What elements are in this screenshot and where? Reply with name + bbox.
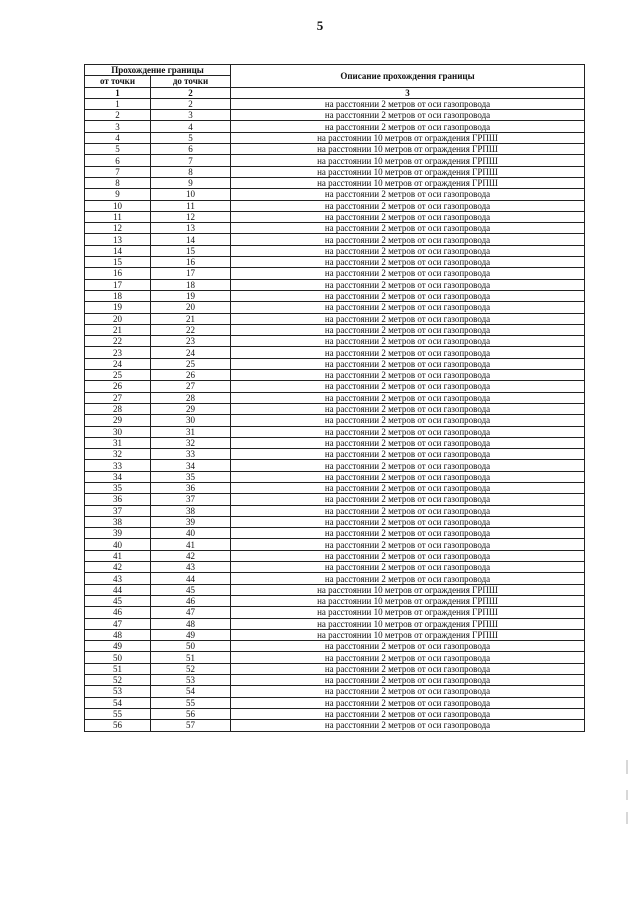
cell-from-point: 42 bbox=[85, 562, 151, 573]
table-row bbox=[85, 550, 585, 561]
cell-to-point: 35 bbox=[151, 471, 231, 482]
table-row bbox=[85, 290, 585, 301]
cell-to-point: 42 bbox=[151, 550, 231, 561]
cell-from-point: 13 bbox=[85, 234, 151, 245]
cell-to-point: 23 bbox=[151, 336, 231, 347]
table-row bbox=[85, 403, 585, 414]
table-row bbox=[85, 370, 585, 381]
table-row bbox=[85, 460, 585, 471]
cell-to-point: 10 bbox=[151, 189, 231, 200]
cell-from-point: 1 bbox=[85, 98, 151, 109]
table-row bbox=[85, 392, 585, 403]
header-to-point: до точки bbox=[151, 76, 231, 87]
table-row bbox=[85, 720, 585, 731]
table-row bbox=[85, 110, 585, 121]
table-row bbox=[85, 144, 585, 155]
cell-to-point: 41 bbox=[151, 539, 231, 550]
cell-from-point: 28 bbox=[85, 403, 151, 414]
cell-to-point: 25 bbox=[151, 358, 231, 369]
cell-from-point: 40 bbox=[85, 539, 151, 550]
cell-to-point: 4 bbox=[151, 121, 231, 132]
cell-description: на расстоянии 2 метров от оси газопровода bbox=[231, 675, 585, 686]
cell-description: на расстоянии 2 метров от оси газопровода bbox=[231, 539, 585, 550]
cell-description: на расстоянии 10 метров от ограждения ГРПШ bbox=[231, 166, 585, 177]
page-number: 5 bbox=[316, 18, 324, 33]
table-row bbox=[85, 663, 585, 674]
cell-to-point: 46 bbox=[151, 595, 231, 606]
table-row bbox=[85, 426, 585, 437]
cell-to-point: 30 bbox=[151, 415, 231, 426]
cell-description: на расстоянии 2 метров от оси газопровода bbox=[231, 324, 585, 335]
cell-to-point: 12 bbox=[151, 211, 231, 222]
cell-to-point: 9 bbox=[151, 177, 231, 188]
cell-from-point: 52 bbox=[85, 675, 151, 686]
cell-from-point: 30 bbox=[85, 426, 151, 437]
cell-from-point: 4 bbox=[85, 132, 151, 143]
table-row bbox=[85, 268, 585, 279]
table-row bbox=[85, 132, 585, 143]
cell-to-point: 24 bbox=[151, 347, 231, 358]
cell-from-point: 36 bbox=[85, 494, 151, 505]
header-row-group bbox=[85, 65, 585, 76]
scan-mark bbox=[626, 760, 628, 774]
header-group-label: Прохождение границы bbox=[85, 65, 231, 76]
cell-from-point: 48 bbox=[85, 629, 151, 640]
cell-from-point: 12 bbox=[85, 223, 151, 234]
cell-to-point: 5 bbox=[151, 132, 231, 143]
cell-to-point: 48 bbox=[151, 618, 231, 629]
cell-from-point: 15 bbox=[85, 257, 151, 268]
column-number: 2 bbox=[151, 87, 231, 98]
cell-description: на расстоянии 2 метров от оси газопровода bbox=[231, 471, 585, 482]
cell-to-point: 37 bbox=[151, 494, 231, 505]
cell-to-point: 47 bbox=[151, 607, 231, 618]
cell-description: на расстоянии 2 метров от оси газопровода bbox=[231, 223, 585, 234]
cell-from-point: 23 bbox=[85, 347, 151, 358]
table-row bbox=[85, 516, 585, 527]
cell-description: на расстоянии 2 метров от оси газопровода bbox=[231, 528, 585, 539]
cell-from-point: 45 bbox=[85, 595, 151, 606]
table-row bbox=[85, 415, 585, 426]
table-row bbox=[85, 641, 585, 652]
table-row bbox=[85, 618, 585, 629]
cell-from-point: 53 bbox=[85, 686, 151, 697]
cell-to-point: 16 bbox=[151, 257, 231, 268]
cell-description: на расстоянии 2 метров от оси газопровода bbox=[231, 381, 585, 392]
cell-to-point: 49 bbox=[151, 629, 231, 640]
table-row bbox=[85, 539, 585, 550]
cell-from-point: 5 bbox=[85, 144, 151, 155]
cell-to-point: 36 bbox=[151, 482, 231, 493]
cell-to-point: 3 bbox=[151, 110, 231, 121]
cell-to-point: 33 bbox=[151, 449, 231, 460]
cell-to-point: 31 bbox=[151, 426, 231, 437]
cell-to-point: 40 bbox=[151, 528, 231, 539]
cell-to-point: 11 bbox=[151, 200, 231, 211]
scan-mark bbox=[626, 812, 628, 824]
table-row bbox=[85, 708, 585, 719]
table-row bbox=[85, 381, 585, 392]
table-row bbox=[85, 437, 585, 448]
cell-description: на расстоянии 2 метров от оси газопровода bbox=[231, 426, 585, 437]
cell-to-point: 20 bbox=[151, 302, 231, 313]
table-row bbox=[85, 528, 585, 539]
cell-description: на расстоянии 2 метров от оси газопровода bbox=[231, 460, 585, 471]
cell-to-point: 8 bbox=[151, 166, 231, 177]
cell-description: на расстоянии 2 метров от оси газопровода bbox=[231, 290, 585, 301]
table-row bbox=[85, 697, 585, 708]
cell-to-point: 21 bbox=[151, 313, 231, 324]
cell-description: на расстоянии 2 метров от оси газопровода bbox=[231, 358, 585, 369]
table-row bbox=[85, 505, 585, 516]
table-row bbox=[85, 494, 585, 505]
cell-description: на расстоянии 10 метров от ограждения ГРПШ bbox=[231, 155, 585, 166]
table-row bbox=[85, 223, 585, 234]
cell-description: на расстоянии 10 метров от ограждения ГРПШ bbox=[231, 607, 585, 618]
cell-description: на расстоянии 2 метров от оси газопровода bbox=[231, 211, 585, 222]
cell-from-point: 51 bbox=[85, 663, 151, 674]
cell-to-point: 18 bbox=[151, 279, 231, 290]
cell-to-point: 38 bbox=[151, 505, 231, 516]
cell-from-point: 16 bbox=[85, 268, 151, 279]
cell-from-point: 35 bbox=[85, 482, 151, 493]
cell-description: на расстоянии 2 метров от оси газопровода bbox=[231, 437, 585, 448]
cell-description: на расстоянии 2 метров от оси газопровода bbox=[231, 110, 585, 121]
cell-description: на расстоянии 2 метров от оси газопровода bbox=[231, 697, 585, 708]
table-row bbox=[85, 675, 585, 686]
cell-description: на расстоянии 2 метров от оси газопровода bbox=[231, 663, 585, 674]
cell-description: на расстоянии 2 метров от оси газопровода bbox=[231, 505, 585, 516]
cell-description: на расстоянии 2 метров от оси газопровода bbox=[231, 234, 585, 245]
cell-to-point: 26 bbox=[151, 370, 231, 381]
cell-from-point: 19 bbox=[85, 302, 151, 313]
cell-description: на расстоянии 10 метров от ограждения ГРПШ bbox=[231, 177, 585, 188]
cell-to-point: 43 bbox=[151, 562, 231, 573]
cell-to-point: 13 bbox=[151, 223, 231, 234]
cell-description: на расстоянии 2 метров от оси газопровода bbox=[231, 347, 585, 358]
cell-description: на расстоянии 10 метров от ограждения ГРПШ bbox=[231, 618, 585, 629]
cell-from-point: 50 bbox=[85, 652, 151, 663]
cell-to-point: 56 bbox=[151, 708, 231, 719]
cell-from-point: 33 bbox=[85, 460, 151, 471]
cell-from-point: 11 bbox=[85, 211, 151, 222]
cell-description: на расстоянии 2 метров от оси газопровода bbox=[231, 720, 585, 731]
cell-from-point: 38 bbox=[85, 516, 151, 527]
cell-description: на расстоянии 2 метров от оси газопровода bbox=[231, 268, 585, 279]
cell-from-point: 7 bbox=[85, 166, 151, 177]
table-row bbox=[85, 562, 585, 573]
cell-description: на расстоянии 2 метров от оси газопровода bbox=[231, 494, 585, 505]
table-row bbox=[85, 686, 585, 697]
table-row bbox=[85, 313, 585, 324]
cell-description: на расстоянии 10 метров от ограждения ГРПШ bbox=[231, 595, 585, 606]
cell-from-point: 39 bbox=[85, 528, 151, 539]
table-header bbox=[85, 65, 585, 88]
cell-description: на расстоянии 10 метров от ограждения ГРПШ bbox=[231, 132, 585, 143]
table-row bbox=[85, 629, 585, 640]
cell-to-point: 15 bbox=[151, 245, 231, 256]
cell-description: на расстоянии 2 метров от оси газопровода bbox=[231, 573, 585, 584]
table-row bbox=[85, 279, 585, 290]
cell-from-point: 41 bbox=[85, 550, 151, 561]
cell-to-point: 28 bbox=[151, 392, 231, 403]
cell-description: на расстоянии 2 метров от оси газопровода bbox=[231, 121, 585, 132]
cell-to-point: 14 bbox=[151, 234, 231, 245]
column-numbering-row bbox=[85, 87, 585, 98]
column-number: 3 bbox=[231, 87, 585, 98]
cell-description: на расстоянии 2 метров от оси газопровода bbox=[231, 189, 585, 200]
cell-description: на расстоянии 10 метров от ограждения ГРПШ bbox=[231, 629, 585, 640]
cell-description: на расстоянии 2 метров от оси газопровода bbox=[231, 415, 585, 426]
cell-from-point: 6 bbox=[85, 155, 151, 166]
cell-from-point: 18 bbox=[85, 290, 151, 301]
cell-description: на расстоянии 2 метров от оси газопровода bbox=[231, 708, 585, 719]
cell-to-point: 52 bbox=[151, 663, 231, 674]
cell-from-point: 2 bbox=[85, 110, 151, 121]
cell-from-point: 10 bbox=[85, 200, 151, 211]
cell-to-point: 50 bbox=[151, 641, 231, 652]
table-row bbox=[85, 336, 585, 347]
cell-description: на расстоянии 2 метров от оси газопровода bbox=[231, 370, 585, 381]
table-row bbox=[85, 324, 585, 335]
cell-from-point: 20 bbox=[85, 313, 151, 324]
cell-description: на расстоянии 2 метров от оси газопровода bbox=[231, 652, 585, 663]
cell-description: на расстоянии 2 метров от оси газопровода bbox=[231, 449, 585, 460]
table-row bbox=[85, 482, 585, 493]
cell-description: на расстоянии 2 метров от оси газопровода bbox=[231, 336, 585, 347]
table-row bbox=[85, 155, 585, 166]
cell-from-point: 46 bbox=[85, 607, 151, 618]
cell-to-point: 53 bbox=[151, 675, 231, 686]
cell-to-point: 51 bbox=[151, 652, 231, 663]
cell-to-point: 27 bbox=[151, 381, 231, 392]
cell-description: на расстоянии 10 метров от ограждения ГРПШ bbox=[231, 144, 585, 155]
table-row bbox=[85, 177, 585, 188]
cell-from-point: 55 bbox=[85, 708, 151, 719]
cell-from-point: 25 bbox=[85, 370, 151, 381]
cell-to-point: 17 bbox=[151, 268, 231, 279]
cell-from-point: 31 bbox=[85, 437, 151, 448]
cell-description: на расстоянии 2 метров от оси газопровода bbox=[231, 686, 585, 697]
cell-from-point: 22 bbox=[85, 336, 151, 347]
cell-from-point: 47 bbox=[85, 618, 151, 629]
cell-from-point: 29 bbox=[85, 415, 151, 426]
table-row bbox=[85, 347, 585, 358]
table-row bbox=[85, 98, 585, 109]
cell-to-point: 57 bbox=[151, 720, 231, 731]
cell-to-point: 29 bbox=[151, 403, 231, 414]
cell-from-point: 17 bbox=[85, 279, 151, 290]
table-row bbox=[85, 358, 585, 369]
table-row bbox=[85, 595, 585, 606]
table-body bbox=[85, 87, 585, 731]
cell-description: на расстоянии 2 метров от оси газопровода bbox=[231, 257, 585, 268]
cell-from-point: 14 bbox=[85, 245, 151, 256]
table-row bbox=[85, 245, 585, 256]
cell-from-point: 26 bbox=[85, 381, 151, 392]
cell-to-point: 45 bbox=[151, 584, 231, 595]
cell-from-point: 27 bbox=[85, 392, 151, 403]
table-row bbox=[85, 121, 585, 132]
cell-from-point: 34 bbox=[85, 471, 151, 482]
table-row bbox=[85, 200, 585, 211]
cell-from-point: 21 bbox=[85, 324, 151, 335]
cell-from-point: 37 bbox=[85, 505, 151, 516]
cell-from-point: 32 bbox=[85, 449, 151, 460]
table-row bbox=[85, 257, 585, 268]
cell-description: на расстоянии 2 метров от оси газопровода bbox=[231, 98, 585, 109]
cell-description: на расстоянии 10 метров от ограждения ГРПШ bbox=[231, 584, 585, 595]
cell-description: на расстоянии 2 метров от оси газопровода bbox=[231, 550, 585, 561]
cell-from-point: 56 bbox=[85, 720, 151, 731]
cell-to-point: 34 bbox=[151, 460, 231, 471]
cell-description: на расстоянии 2 метров от оси газопровода bbox=[231, 313, 585, 324]
cell-description: на расстоянии 2 метров от оси газопровода bbox=[231, 392, 585, 403]
cell-from-point: 44 bbox=[85, 584, 151, 595]
cell-from-point: 24 bbox=[85, 358, 151, 369]
column-number: 1 bbox=[85, 87, 151, 98]
table-row bbox=[85, 573, 585, 584]
table-row bbox=[85, 302, 585, 313]
table-row bbox=[85, 607, 585, 618]
cell-to-point: 32 bbox=[151, 437, 231, 448]
cell-to-point: 55 bbox=[151, 697, 231, 708]
table-row bbox=[85, 652, 585, 663]
cell-from-point: 9 bbox=[85, 189, 151, 200]
table-row bbox=[85, 234, 585, 245]
header-from-point: от точки bbox=[85, 76, 151, 87]
cell-description: на расстоянии 2 метров от оси газопровода bbox=[231, 245, 585, 256]
table-row bbox=[85, 211, 585, 222]
cell-to-point: 54 bbox=[151, 686, 231, 697]
cell-description: на расстоянии 2 метров от оси газопровода bbox=[231, 302, 585, 313]
cell-from-point: 49 bbox=[85, 641, 151, 652]
cell-description: на расстоянии 2 метров от оси газопровода bbox=[231, 279, 585, 290]
cell-to-point: 44 bbox=[151, 573, 231, 584]
cell-description: на расстоянии 2 метров от оси газопровода bbox=[231, 562, 585, 573]
cell-to-point: 2 bbox=[151, 98, 231, 109]
table-row bbox=[85, 166, 585, 177]
header-description: Описание прохождения границы bbox=[231, 65, 585, 88]
cell-description: на расстоянии 2 метров от оси газопровода bbox=[231, 516, 585, 527]
cell-description: на расстоянии 2 метров от оси газопровода bbox=[231, 200, 585, 211]
cell-to-point: 7 bbox=[151, 155, 231, 166]
table-row bbox=[85, 189, 585, 200]
cell-to-point: 39 bbox=[151, 516, 231, 527]
cell-to-point: 22 bbox=[151, 324, 231, 335]
scan-mark bbox=[626, 790, 628, 800]
cell-from-point: 54 bbox=[85, 697, 151, 708]
cell-from-point: 43 bbox=[85, 573, 151, 584]
cell-from-point: 3 bbox=[85, 121, 151, 132]
table-row bbox=[85, 471, 585, 482]
cell-description: на расстоянии 2 метров от оси газопровода bbox=[231, 641, 585, 652]
cell-from-point: 8 bbox=[85, 177, 151, 188]
cell-description: на расстоянии 2 метров от оси газопровода bbox=[231, 403, 585, 414]
cell-to-point: 19 bbox=[151, 290, 231, 301]
boundary-table bbox=[84, 64, 585, 732]
cell-description: на расстоянии 2 метров от оси газопровода bbox=[231, 482, 585, 493]
table-row bbox=[85, 449, 585, 460]
table-row bbox=[85, 584, 585, 595]
cell-to-point: 6 bbox=[151, 144, 231, 155]
